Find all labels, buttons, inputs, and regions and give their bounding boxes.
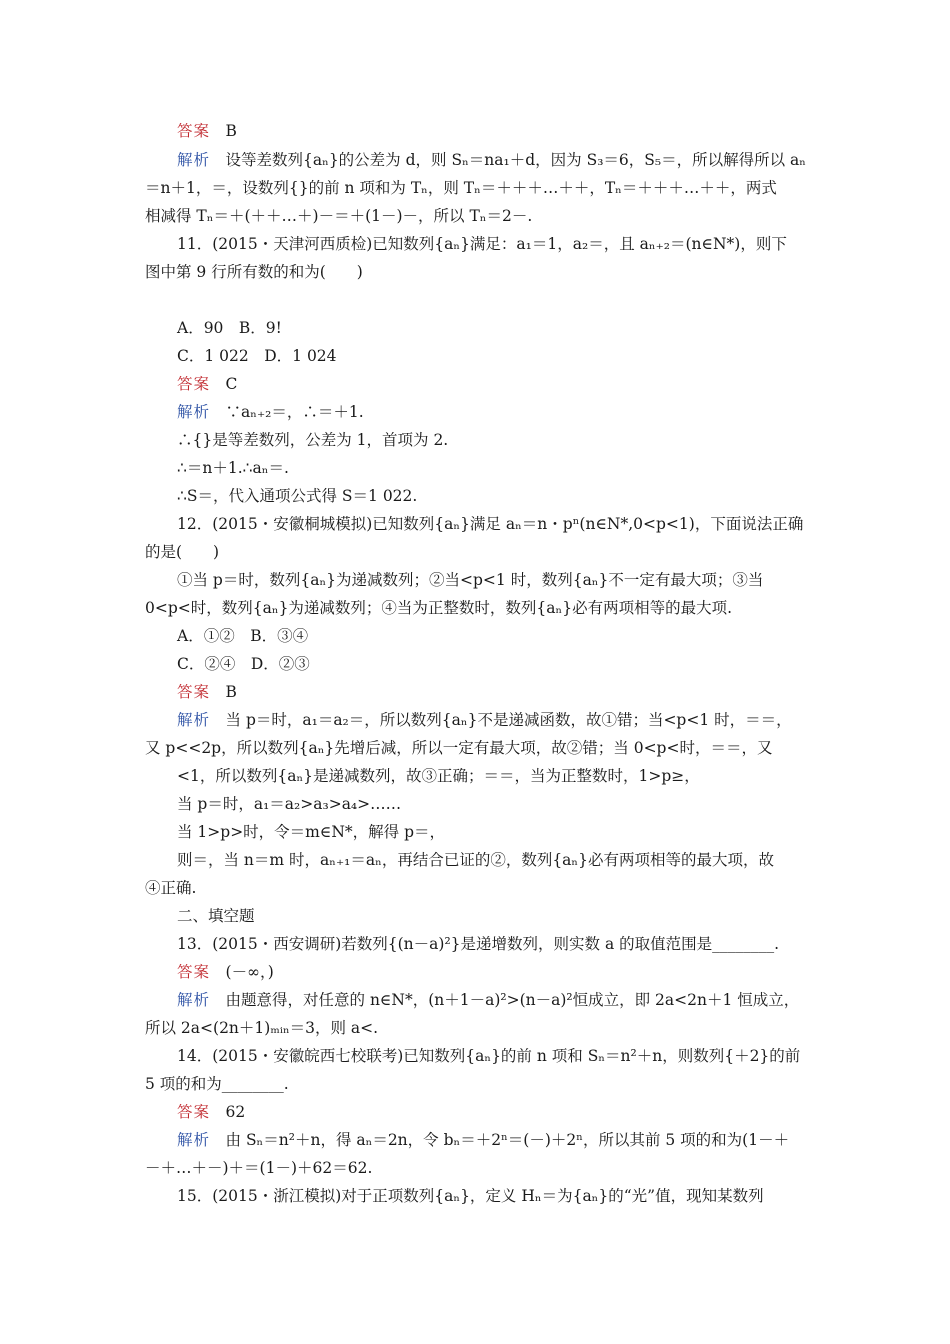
section-heading: 二、填空题: [177, 907, 255, 925]
text-line: 0<p<时，数列{aₙ}为递减数列；④当为正整数时，数列{aₙ}必有两项相等的最大项.: [145, 599, 733, 617]
analysis-label: 解析: [177, 991, 211, 1009]
analysis-line: [0, 149, 950, 171]
text-line: 所以 2a<(2n＋1)ₘᵢₙ＝3，则 a<.: [145, 1019, 379, 1037]
answer-label: 答案: [177, 122, 211, 140]
analysis-label: 解析: [177, 151, 211, 169]
answer-text: B: [210, 683, 237, 701]
text-line: ∴{}是等差数列，公差为 1，首项为 2.: [177, 431, 449, 449]
analysis-label: 解析: [177, 403, 211, 421]
answer-text: 62: [210, 1103, 246, 1121]
text-line: 5 项的和为________.: [145, 1075, 289, 1093]
answer-label: 答案: [177, 375, 211, 393]
answer-label: 答案: [177, 1103, 211, 1121]
question-12-stem: 12．(2015・安徽桐城模拟)已知数列{aₙ}满足 aₙ＝n・pⁿ(n∈N*,0<p<1)，下面说法正确: [177, 515, 804, 533]
answer-text: C: [210, 375, 238, 393]
answer-line: [0, 1101, 950, 1123]
text-line: 的是( ): [145, 543, 220, 561]
answer-label: 答案: [177, 963, 211, 981]
option-line: A．90 B．9!: [177, 319, 282, 337]
analysis-text: 设等差数列{aₙ}的公差为 d，则 Sₙ＝na₁＋d，因为 S₃＝6，S₅＝，所以解得所以 aₙ: [210, 151, 806, 169]
question-15-stem: 15．(2015・浙江模拟)对于正项数列{aₙ}，定义 Hₙ＝为{aₙ}的“光”值，现知某数列: [177, 1187, 764, 1205]
text-line: 当 p＝时，a₁＝a₂>a₃>a₄>……: [177, 795, 402, 813]
answer-line: [0, 373, 950, 395]
text-line: <1，所以数列{aₙ}是递减数列，故③正确；＝＝，当为正整数时，1>p≥，: [177, 767, 700, 785]
text-line: ∴S＝，代入通项公式得 S＝1 022.: [177, 487, 418, 505]
text-line: 相减得 Tₙ＝＋(＋＋…＋)－＝＋(1－)－，所以 Tₙ＝2－.: [145, 207, 533, 225]
question-14-stem: 14．(2015・安徽皖西七校联考)已知数列{aₙ}的前 n 项和 Sₙ＝n²＋n，则数列{＋2}的前: [177, 1047, 801, 1065]
answer-text: (－∞，): [210, 963, 274, 981]
text-line: 则＝，当 n＝m 时，aₙ₊₁＝aₙ，再结合已证的②，数列{aₙ}必有两项相等的最大项，故: [177, 851, 774, 869]
text-line: 图中第 9 行所有数的和为( ): [145, 263, 363, 281]
analysis-label: 解析: [177, 1131, 211, 1149]
analysis-text: 由题意得，对任意的 n∈N*，(n＋1－a)²>(n－a)²恒成立，即 2a<2n＋1 恒成立，: [210, 991, 800, 1009]
text-line: ＝n＋1，＝，设数列{}的前 n 项和为 Tₙ，则 Tₙ＝＋＋＋…＋＋，Tₙ＝＋＋＋…＋＋，两式: [145, 179, 777, 197]
text-line: ④正确.: [145, 879, 197, 897]
analysis-text: 由 Sₙ＝n²＋n，得 aₙ＝2n，令 bₙ＝＋2ⁿ＝(－)＋2ⁿ，所以其前 5 项的和为(1－＋: [210, 1131, 790, 1149]
text-line: 又 p<<2p，所以数列{aₙ}先增后减，所以一定有最大项，故②错；当 0<p<时，＝＝，又: [145, 739, 773, 757]
analysis-line: [0, 709, 950, 731]
answer-text: B: [210, 122, 237, 140]
analysis-text: 当 p＝时，a₁＝a₂＝，所以数列{aₙ}不是递减函数，故①错；当<p<1 时，＝＝，: [210, 711, 792, 729]
option-line: A．①② B．③④: [177, 627, 309, 645]
text-line: ①当 p＝时，数列{aₙ}为递减数列；②当<p<1 时，数列{aₙ}不一定有最大项；③当: [177, 571, 764, 589]
analysis-line: [0, 401, 950, 423]
analysis-label: 解析: [177, 711, 211, 729]
text-line: ∴＝n＋1.∴aₙ＝.: [177, 459, 289, 477]
analysis-text: ∵aₙ₊₂＝，∴＝＋1.: [210, 403, 364, 421]
answer-line: [0, 681, 950, 703]
text-line: －＋…＋－)＋＝(1－)＋62＝62.: [145, 1159, 373, 1177]
answer-label: 答案: [177, 683, 211, 701]
text-line: 当 1>p>时，令＝m∈N*，解得 p＝，: [177, 823, 446, 841]
question-11-stem: 11．(2015・天津河西质检)已知数列{aₙ}满足：a₁＝1，a₂＝，且 aₙ₊₂＝(n∈N*)，则下: [177, 235, 787, 253]
answer-line: [0, 120, 950, 142]
analysis-line: [0, 989, 950, 1011]
question-13-stem: 13．(2015・西安调研)若数列{(n－a)²}是递增数列，则实数 a 的取值范围是________.: [177, 935, 780, 953]
analysis-line: [0, 1129, 950, 1151]
option-line: C．1 022 D．1 024: [177, 347, 337, 365]
option-line: C．②④ D．②③: [177, 655, 310, 673]
answer-line: [0, 961, 950, 983]
